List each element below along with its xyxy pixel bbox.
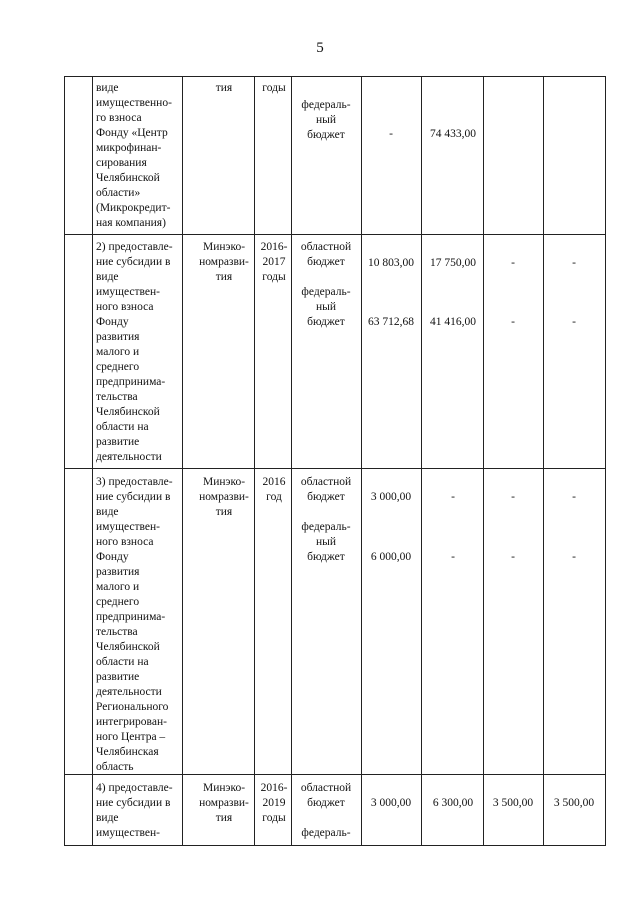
- row3-col7-1: -: [511, 491, 515, 503]
- row3-executor: Минэко- номразви- тия: [199, 476, 249, 518]
- row3-col6-1: -: [451, 491, 455, 503]
- grid-line: [483, 76, 484, 846]
- row4-executor: Минэко- номразви- тия: [199, 782, 249, 824]
- grid-line: [92, 76, 93, 846]
- row2-description: 2) предоставле- ние субсидии в виде имуществен- ного взноса Фонду развития малого и среднего предпринима- тельства Челябинской области на развитие деятельности: [96, 241, 173, 463]
- grid-line: [64, 76, 606, 77]
- row3-col8-1: -: [572, 491, 576, 503]
- row2-col8-2: -: [572, 316, 576, 328]
- row4-source-1: областной бюджет: [300, 782, 352, 809]
- row1-description: виде имущественно- го взноса Фонду «Центр микрофинан- сирования Челябинской области» (Микрокредит- ная компания): [96, 82, 172, 229]
- grid-line: [64, 468, 606, 469]
- row2-col6-1: 17 750,00: [430, 257, 476, 269]
- row2-col6-2: 41 416,00: [430, 316, 476, 328]
- row1-col5-1: -: [389, 128, 393, 140]
- grid-line: [64, 76, 65, 846]
- row4-col5-1: 3 000,00: [370, 797, 412, 809]
- row3-col8-2: -: [572, 551, 576, 563]
- row1-source-1: федераль- ный бюджет: [301, 99, 351, 141]
- row1-period: годы: [262, 82, 286, 94]
- row3-description: 3) предоставле- ние субсидии в виде имуществен- ного взноса Фонду развития малого и среднего предпринима- тельства Челябинской области на развитие деятельности Регионального интегрирован- ного Центра – Челябинская область: [96, 476, 173, 773]
- row4-source-2: федераль-: [301, 827, 351, 839]
- row3-col5-1: 3 000,00: [370, 491, 412, 503]
- row4-col6-1: 6 300,00: [432, 797, 474, 809]
- grid-line: [421, 76, 422, 846]
- grid-line: [64, 234, 606, 235]
- row3-col6-2: -: [451, 551, 455, 563]
- row3-source-2: федераль- ный бюджет: [301, 521, 351, 563]
- grid-line: [605, 76, 606, 846]
- row3-col7-2: -: [511, 551, 515, 563]
- budget-table: [64, 76, 606, 846]
- row2-col5-1: 10 803,00: [368, 257, 414, 269]
- row3-source-1: областной бюджет: [300, 476, 352, 503]
- row1-col6-1: 74 433,00: [430, 128, 476, 140]
- row4-col7-1: 3 500,00: [492, 797, 534, 809]
- row3-period: 2016 год: [262, 476, 286, 503]
- grid-line: [64, 845, 606, 846]
- row2-col7-2: -: [511, 316, 515, 328]
- row2-col7-1: -: [511, 257, 515, 269]
- page-number: 5: [316, 40, 324, 56]
- grid-line: [182, 76, 183, 846]
- row2-period: 2016- 2017 годы: [260, 241, 288, 283]
- row2-source-1: областной бюджет: [300, 241, 352, 268]
- row2-col8-1: -: [572, 257, 576, 269]
- grid-line: [254, 76, 255, 846]
- row1-executor: тия: [215, 82, 233, 94]
- grid-line: [361, 76, 362, 846]
- row2-source-2: федераль- ный бюджет: [301, 286, 351, 328]
- row4-description: 4) предоставле- ние субсидии в виде имуществен-: [96, 782, 173, 839]
- grid-line: [291, 76, 292, 846]
- row2-col5-2: 63 712,68: [368, 316, 414, 328]
- row4-period: 2016- 2019 годы: [260, 782, 288, 824]
- grid-line: [543, 76, 544, 846]
- row3-col5-2: 6 000,00: [370, 551, 412, 563]
- row4-col8-1: 3 500,00: [553, 797, 595, 809]
- row2-executor: Минэко- номразви- тия: [199, 241, 249, 283]
